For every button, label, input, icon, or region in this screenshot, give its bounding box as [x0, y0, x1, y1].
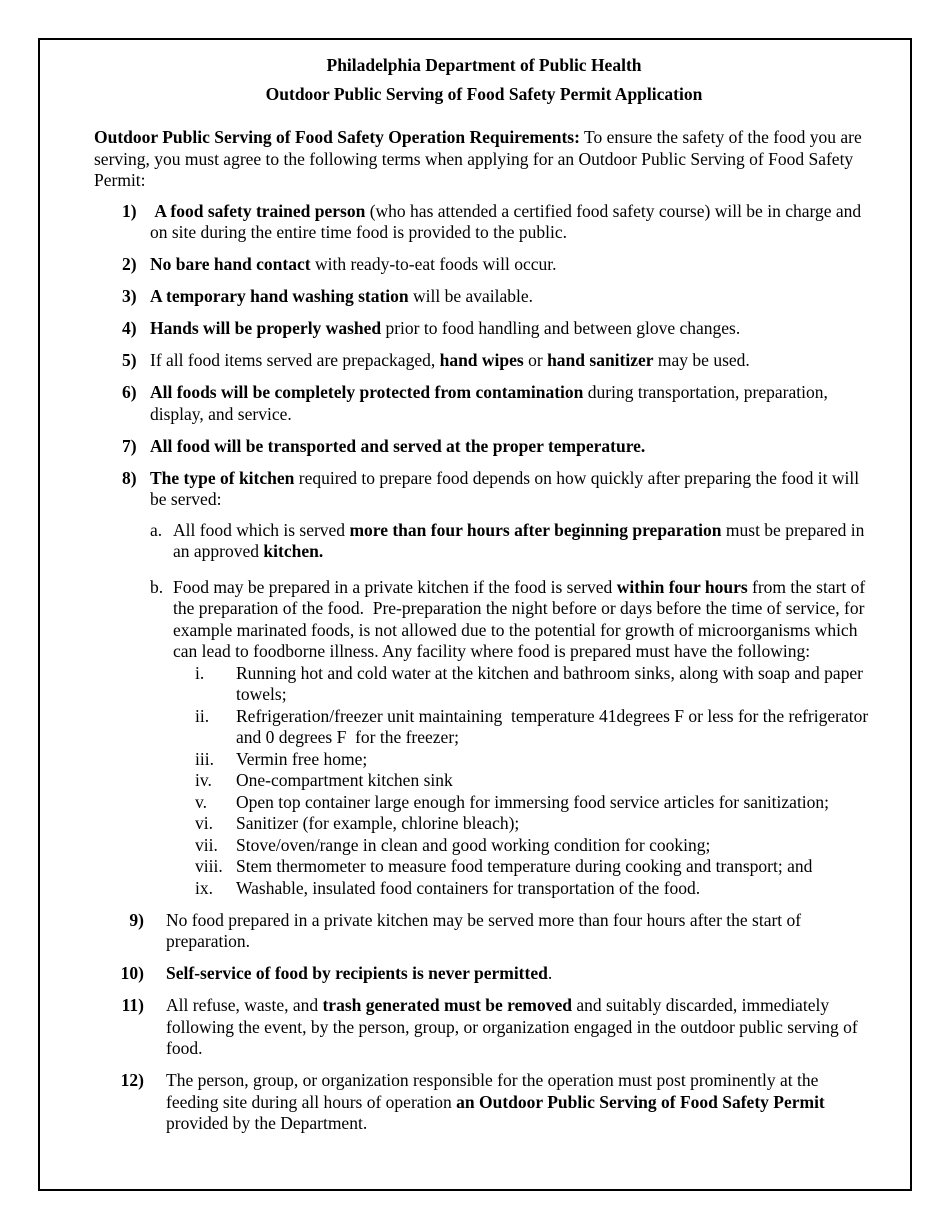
sub-item-b: [150, 577, 874, 900]
item-row: [122, 436, 874, 458]
text-segment: must be prepared in an approved: [173, 519, 869, 561]
roman-item-label: vii.: [195, 834, 218, 855]
item-row: [122, 254, 874, 276]
item-row: [122, 201, 874, 244]
item-text: [150, 350, 874, 372]
text-segment: with ready-to-eat foods will occur.: [310, 254, 557, 274]
doc-subtitle: Outdoor Public Serving of Food Safety Permit Application: [265, 83, 703, 104]
intro-lead: Outdoor Public Serving of Food Safety Operation Requirements:: [94, 127, 580, 147]
roman-item-text: Vermin free home;: [236, 748, 368, 769]
document-border: [38, 38, 912, 1191]
text-segment: All food which is served: [173, 519, 350, 540]
text-segment: required to prepare food depends on how quickly after preparing the food it will be served:: [150, 467, 864, 509]
item-text: [166, 963, 874, 985]
text-segment: Self-service of food by recipients is never permitted: [166, 963, 548, 983]
roman-item-text: Open top container large enough for immersing food service articles for sanitization;: [236, 791, 830, 812]
item-number: 4): [122, 318, 137, 338]
text-segment: or: [523, 350, 548, 370]
text-segment: and suitably discarded, immediately following the event, by the person, group, or organization engaged in the outdoor public serving of food.: [166, 995, 863, 1058]
roman-item-text: Stem thermometer to measure food temperature during cooking and transport; and: [236, 856, 813, 876]
roman-item-ii: [195, 706, 874, 749]
text-segment: No bare hand contact: [150, 254, 311, 274]
text-segment: All food will be transported and served at the proper temperature.: [150, 435, 646, 456]
item-text: [150, 201, 874, 244]
item-number: 1): [122, 200, 137, 221]
roman-item-iii: [195, 749, 874, 771]
requirement-item-12: [94, 1070, 874, 1135]
text-segment: kitchen.: [263, 541, 324, 561]
item-number: 11): [121, 995, 144, 1015]
text-segment: The type of kitchen: [150, 467, 295, 488]
item-text: [150, 382, 874, 425]
text-segment: will be available.: [408, 286, 534, 306]
text-segment: .: [547, 963, 553, 983]
item-number: 5): [122, 350, 137, 370]
text-segment: All foods will be completely protected from contamination: [150, 382, 584, 402]
intro-paragraph: [94, 127, 874, 192]
sub-item-text: [173, 577, 874, 900]
item-number: 10): [120, 963, 144, 983]
requirement-item-7: [94, 436, 874, 458]
item-text: [150, 436, 874, 458]
item-text: [150, 468, 874, 511]
requirement-item-1: [94, 201, 874, 244]
doc-title: Philadelphia Department of Public Health: [326, 55, 642, 75]
text-segment: Hands will be properly washed: [150, 318, 382, 338]
roman-item-label: i.: [195, 662, 205, 683]
text-segment: prior to food handling and between glove changes.: [381, 318, 741, 338]
roman-item-label: viii.: [195, 856, 223, 876]
requirements-list: [94, 201, 874, 1135]
roman-item-text: Refrigeration/freezer unit maintaining temperature 41degrees F or less for the refrigerator and 0 degrees F for the freezer;: [236, 705, 873, 747]
item-number: 12): [120, 1070, 144, 1090]
text-segment: may be used.: [653, 350, 750, 370]
item-row: [116, 963, 874, 985]
text-segment: (who has attended a certified food safety course) will be in charge and on site during the entire time food is provided to the public.: [150, 200, 866, 242]
text-segment: within four hours: [616, 576, 748, 597]
roman-item-text: One-compartment kitchen sink: [236, 770, 453, 790]
item-text: [150, 254, 874, 276]
sub-item-label: b.: [150, 576, 164, 597]
text-segment: The person, group, or organization responsible for the operation must post prominently at the feeding site during all hours of operation: [166, 1070, 823, 1112]
roman-item-label: v.: [195, 791, 207, 812]
roman-item-vi: [195, 813, 874, 835]
requirement-item-9: [94, 910, 874, 953]
roman-item-text: Sanitizer (for example, chlorine bleach);: [236, 813, 520, 833]
roman-item-label: ix.: [195, 877, 213, 898]
item-row: [122, 382, 874, 425]
item-row: [116, 995, 874, 1060]
item-row: [116, 1070, 874, 1135]
sub-item-a: [150, 520, 874, 563]
roman-item-label: iii.: [195, 748, 214, 769]
text-segment: more than four hours after beginning preparation: [349, 519, 722, 540]
text-segment: Food may be prepared in a private kitchen if the food is served: [173, 576, 617, 597]
item-text: [166, 910, 874, 953]
item-number: 8): [122, 467, 137, 488]
roman-item-ix: [195, 878, 874, 900]
roman-item-iv: [195, 770, 874, 792]
requirement-item-11: [94, 995, 874, 1060]
requirement-item-3: [94, 286, 874, 308]
item-text: [150, 286, 874, 308]
item-text: [166, 1070, 874, 1135]
roman-item-viii: [195, 856, 874, 878]
intro-rest: To ensure the safety of the food you are serving, you must agree to the following terms when applying for an Outdoor Public Serving of Food Safety Permit:: [94, 127, 867, 190]
text-segment: provided by the Department.: [166, 1091, 830, 1133]
item-number: 6): [122, 382, 137, 402]
roman-item-v: [195, 792, 874, 814]
requirement-item-10: [94, 963, 874, 985]
text-segment: A temporary hand washing station: [150, 286, 409, 306]
sub-item-label: a.: [150, 519, 163, 540]
roman-item-vii: [195, 835, 874, 857]
roman-item-text: Stove/oven/range in clean and good working condition for cooking;: [236, 834, 711, 855]
sub-item-text: [173, 520, 874, 563]
requirement-item-8: [94, 468, 874, 900]
text-segment: from the start of the preparation of the food. Pre-preparation the night before or days before the time of service, for example marinated foods, is not allowed due to the potential for growth of microorganisms which can lead to foodborne illness. Any facility where food is prepared must have the following:: [173, 576, 870, 661]
text-segment: If all food items served are prepackaged,: [150, 350, 440, 370]
text-segment: trash generated must be removed: [322, 995, 572, 1015]
text-segment: hand sanitizer: [547, 350, 654, 370]
item-row: [116, 910, 874, 953]
item-text: [150, 318, 874, 340]
text-segment: an Outdoor Public Serving of Food Safety Permit: [456, 1091, 825, 1112]
roman-item-label: vi.: [195, 813, 213, 833]
roman-item-label: iv.: [195, 770, 212, 790]
text-segment: during transportation, preparation, display, and service.: [150, 382, 833, 424]
item-text: [166, 995, 874, 1060]
requirement-item-6: [94, 382, 874, 425]
item-row: [122, 350, 874, 372]
text-segment: hand wipes: [439, 350, 524, 370]
roman-item-text: Washable, insulated food containers for transportation of the food.: [236, 877, 701, 898]
item-number: 3): [122, 286, 137, 306]
text-segment: A food safety trained person: [150, 200, 366, 221]
item-number: 9): [129, 909, 144, 930]
item-row: [122, 318, 874, 340]
item-number: 7): [122, 435, 137, 456]
text-segment: All refuse, waste, and: [166, 995, 323, 1015]
item-number: 2): [122, 254, 137, 274]
requirement-item-4: [94, 318, 874, 340]
requirement-item-5: [94, 350, 874, 372]
item-row: [122, 286, 874, 308]
text-segment: No food prepared in a private kitchen may be served more than four hours after the start of preparation.: [166, 909, 806, 951]
roman-item-i: [195, 663, 874, 706]
roman-item-text: Running hot and cold water at the kitchen and bathroom sinks, along with soap and paper towels;: [236, 662, 868, 704]
roman-item-label: ii.: [195, 705, 210, 726]
item-row: [122, 468, 874, 511]
requirement-item-2: [94, 254, 874, 276]
